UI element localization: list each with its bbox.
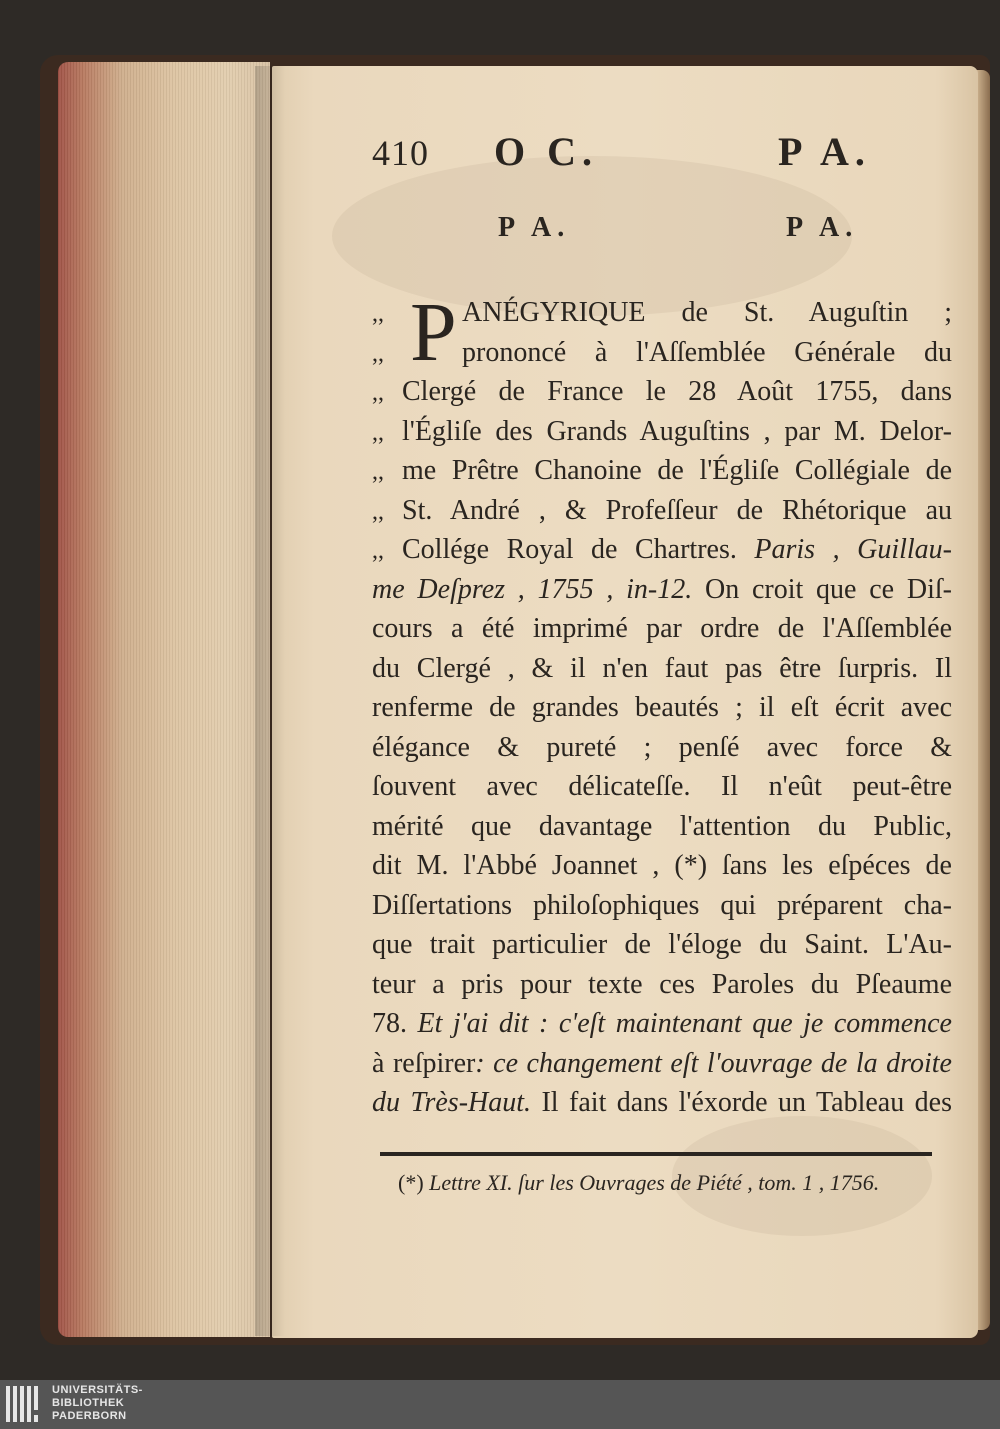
text-line	[372, 372, 952, 412]
text-segment: teur a pris pour texte ces Paroles du Pſeaume	[372, 968, 952, 1000]
text-segment: On croit que ce Diſ-	[692, 573, 952, 605]
text-segment: me Prêtre Chanoine de l'Égliſe Collégiale de	[402, 455, 952, 486]
text-segment: prononcé à l'Aſſemblée Générale du	[462, 336, 952, 368]
text-line	[372, 925, 952, 965]
page-right-edge	[976, 70, 990, 1330]
quote-mark: ,,	[372, 538, 384, 564]
drop-cap: P	[410, 286, 457, 379]
text-line	[372, 886, 952, 926]
text-segment: renferme de grandes beautés ; il eſt écrit avec	[372, 692, 952, 723]
text-segment: Clergé de France le 28 Août 1755, dans	[402, 376, 952, 407]
library-name-line-1: UNIVERSITÄTS-	[52, 1384, 143, 1396]
footnote	[398, 1170, 879, 1196]
text-line	[372, 333, 952, 373]
text-segment: ANÉGYRIQUE de St. Auguſtin ;	[462, 297, 952, 328]
library-name	[52, 1384, 143, 1423]
footnote-text: Lettre XI. ſur les Ouvrages de Piété , tom. 1 , 1756.	[429, 1170, 880, 1195]
text-segment: à reſpirer	[372, 1047, 476, 1079]
library-name-line-3: PADERBORN	[52, 1410, 127, 1422]
text-line	[372, 965, 952, 1005]
running-head-right: P A.	[778, 129, 871, 174]
running-head	[0, 128, 1000, 178]
page-edges	[58, 62, 270, 1337]
footnote-marker: (*)	[398, 1170, 424, 1195]
text-line	[372, 570, 952, 610]
footnote-rule	[380, 1152, 932, 1156]
gutter-shadow	[255, 66, 285, 1336]
section-heading	[0, 212, 1000, 252]
text-segment: : ce changement eſt l'ouvrage de la droite	[475, 1047, 952, 1079]
text-segment: dit M. l'Abbé Joannet , (*) ſans les eſpéces de	[372, 850, 952, 881]
text-line	[372, 451, 952, 491]
quote-mark: ,,	[372, 340, 384, 367]
text-line	[372, 846, 952, 886]
body-text	[372, 286, 952, 1123]
text-segment: Diſſertations philoſophiques qui préparent cha-	[372, 889, 952, 921]
text-line	[372, 530, 952, 570]
text-segment: St. André , & Profeſſeur de Rhétorique au	[402, 494, 952, 526]
text-segment: mérité que davantage l'attention du Public,	[372, 810, 952, 842]
text-line	[372, 649, 952, 689]
text-line	[372, 688, 952, 728]
library-footer	[0, 1380, 1000, 1429]
text-segment: Collége Royal de Chartres.	[402, 534, 755, 565]
text-segment: Paris , Guillau-	[754, 534, 952, 565]
section-label-left: P A.	[498, 212, 571, 243]
text-segment: que trait particulier de l'éloge du Saint. L'Au-	[372, 929, 952, 960]
quote-mark: ,,	[372, 301, 384, 327]
text-segment: cours a été imprimé par ordre de l'Aſſemblée	[372, 613, 952, 644]
text-line	[372, 1004, 952, 1044]
text-line	[372, 1044, 952, 1084]
text-segment: Et j'ai dit : c'eſt maintenant que je commence	[417, 1008, 952, 1039]
text-segment: ſouvent avec délicateſſe. Il n'eût peut-être	[372, 771, 952, 802]
quote-mark: ,,	[372, 498, 384, 525]
text-segment: 78.	[372, 1008, 418, 1039]
page-number: 410	[372, 133, 429, 173]
library-logo-icon	[6, 1386, 46, 1422]
section-label-right: P A.	[786, 212, 859, 243]
text-segment: du Très-Haut.	[372, 1087, 532, 1118]
text-line	[372, 807, 952, 847]
text-line	[372, 609, 952, 649]
text-line	[372, 293, 952, 333]
text-segment: élégance & pureté ; penſé avec force &	[372, 731, 952, 763]
running-head-left: O C.	[494, 129, 598, 174]
text-line	[372, 491, 952, 531]
text-line	[372, 728, 952, 768]
text-line	[372, 767, 952, 807]
text-segment: du Clergé , & il n'en faut pas être ſurpris. Il	[372, 652, 952, 684]
text-segment: Il fait dans l'éxorde un Tableau des	[531, 1087, 952, 1118]
text-line	[372, 412, 952, 452]
text-segment: me Deſprez , 1755 , in-12.	[372, 573, 693, 605]
quote-mark: ,,	[372, 419, 384, 446]
quote-mark: ,,	[372, 459, 384, 485]
text-segment: l'Égliſe des Grands Auguſtins , par M. Delor-	[402, 415, 952, 447]
library-name-line-2: BIBLIOTHEK	[52, 1397, 125, 1409]
quote-mark: ,,	[372, 380, 384, 406]
text-line	[372, 1083, 952, 1123]
